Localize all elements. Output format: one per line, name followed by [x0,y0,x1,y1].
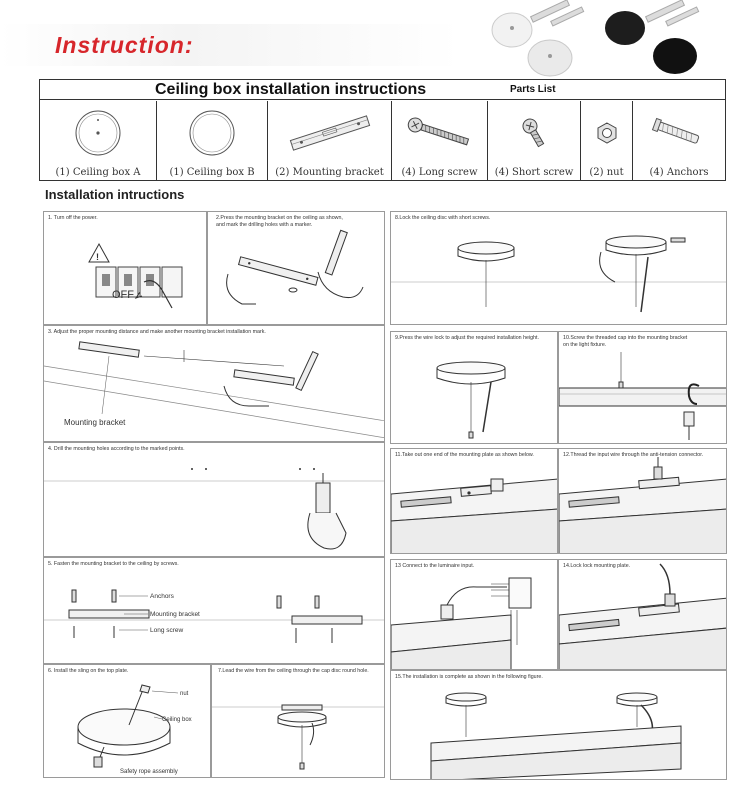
part-ceiling-box-b [157,101,268,181]
part-long-screw [392,101,488,181]
parts-heading: Ceiling box installation instructions [155,81,427,98]
step-5-text: 5. Fasten the mounting bracket to the ceiling by screws. [48,561,179,567]
step-6-illustration [44,665,211,778]
part-ceiling-box-a [40,101,157,181]
step-14-text: 14.Lock lock mounting plate. [563,563,631,569]
part-short-screw [488,101,581,181]
step-2-text: 2.Press the mounting bracket on the ceiling as shown, and mark the drilling holes with a marker. [216,215,343,228]
step-11-panel [390,448,558,554]
step-13-panel [390,559,558,670]
step-14-panel [558,559,727,670]
part-anchors [633,101,725,181]
step-11-text: 11.Take out one end of the mounting plate as shown below. [395,452,534,458]
off-label: OFF [112,289,134,301]
step-13-illustration [391,560,558,670]
step-1-illustration [44,212,207,325]
step-4-panel [43,442,385,557]
step-1-panel [43,211,207,325]
part-label: (4) Anchors [649,167,709,178]
step-5-illustration [44,558,385,664]
step-10-illustration [559,332,727,444]
page-title: Instruction: [55,32,194,58]
svg-text:!: ! [96,252,99,262]
short-screw-icon [488,103,581,163]
step-6-text: 6. Install the sling on the top plate. [48,668,129,674]
step-8-panel [390,211,727,325]
part-label: (2) Mounting bracket [275,167,384,178]
part-label: (4) Short screw [494,167,574,178]
step-7-panel [211,664,385,778]
product-photo [480,0,753,80]
step-9-panel [390,331,558,444]
anchors-label: Anchors [150,593,174,600]
step-8-illustration [391,212,727,325]
step-8-text: 8.Lock the ceiling disc with short screws. [395,215,491,221]
anchor-icon [633,103,725,163]
step-2-panel [207,211,385,325]
step-9-text: 9.Press the wire lock to adjust the required installation height. [395,335,539,341]
step-14-illustration [559,560,727,670]
part-label: (1) Ceiling box B [169,167,255,178]
parts-row [40,101,725,181]
step-3-panel [43,325,385,442]
step-4-illustration [44,443,385,557]
step-12-text: 12.Thread the input wire through the anti-tension connector. [563,452,704,458]
safety-rope-label: Safety rope assembly [120,769,178,775]
step-11-illustration [391,449,558,554]
step-12-panel [558,448,727,554]
step-15-panel [390,670,727,780]
step-1-text: 1. Turn off the power. [48,215,98,221]
part-mounting-bracket [268,101,392,181]
step-3-text: 3. Adjust the proper mounting distance and make another mounting bracket installation mark. [48,329,266,335]
step-7-text: 7.Lead the wire from the ceiling through the cap disc round hole. [218,668,369,674]
step-13-text: 13 Connect to the luminaire input. [395,563,475,569]
long-screw-icon [392,103,488,163]
long-screw-label: Long screw [150,627,184,634]
step-6-panel [43,664,211,778]
parts-list [39,79,726,181]
step-2-illustration [208,212,385,325]
part-label: (4) Long screw [401,167,478,178]
mounting-bracket-icon [268,103,392,163]
nut-label: nut [180,691,189,697]
part-label: (1) Ceiling box A [55,167,141,178]
mounting-bracket-label: Mounting bracket [150,611,200,618]
step-10-panel [558,331,727,444]
parts-list-title: Parts List [510,84,556,95]
step-12-illustration [559,449,727,554]
mounting-bracket-label: Mounting bracket [64,418,126,427]
step-4-text: 4. Drill the mounting holes according to the marked points. [48,446,185,452]
section-title: Installation intructions [45,187,185,202]
step-10-text: 10.Screw the threaded cap into the mounting bracket on the light fixture. [563,335,688,348]
nut-icon [581,103,633,163]
part-label: (2) nut [589,167,624,178]
ceiling-box-a-icon [40,103,157,163]
step-7-illustration [212,665,385,778]
step-15-illustration [391,671,727,780]
step-3-illustration [44,326,385,442]
step-9-illustration [391,332,558,444]
part-nut [581,101,633,181]
ceiling-box-label: Ceiling box [162,717,192,723]
step-15-text: 15.The installation is complete as shown in the following figure. [395,674,543,680]
parts-header [40,80,725,100]
ceiling-box-b-icon [157,103,268,163]
step-5-panel [43,557,385,664]
